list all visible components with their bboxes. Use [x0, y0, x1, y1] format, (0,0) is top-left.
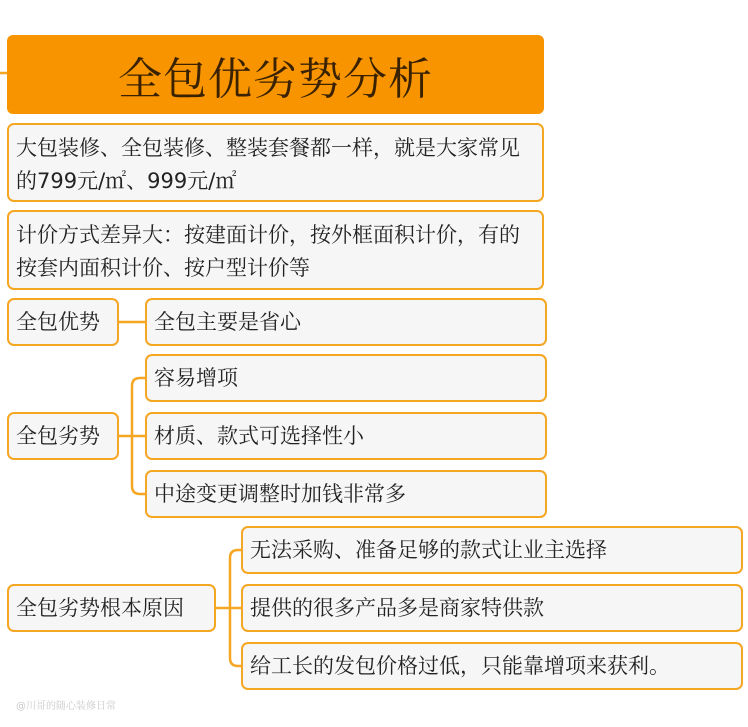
- root-cause-item-text: 无法采购、准备足够的款式让业主选择: [250, 537, 607, 562]
- disadvantage-item: [145, 470, 547, 518]
- root-cause-item-text: 给工长的发包价格过低，只能靠增项来获利。: [250, 653, 670, 678]
- node-root-cause-label: 全包劣势根本原因: [16, 595, 184, 620]
- disadvantage-item-text: 中途变更调整时加钱非常多: [154, 481, 406, 506]
- node-root-cause: [7, 584, 216, 632]
- disadvantage-item-text: 容易增项: [154, 365, 238, 390]
- node-advantage: [7, 298, 119, 346]
- disadvantage-item-text: 材质、款式可选择性小: [154, 423, 364, 448]
- watermark: @川哥的随心装修日常: [16, 701, 116, 712]
- node-advantage-label: 全包优势: [16, 309, 100, 334]
- node-disadvantage: [7, 412, 119, 460]
- root-cause-item-text: 提供的很多产品多是商家特供款: [250, 595, 544, 620]
- node-disadvantage-label: 全包劣势: [16, 423, 100, 448]
- note-package-types: [7, 123, 544, 202]
- advantage-item: [145, 298, 547, 346]
- root-cause-item: [241, 642, 743, 690]
- note-pricing-methods: [7, 210, 544, 290]
- root-cause-item: [241, 584, 743, 632]
- disadvantage-item: [145, 412, 547, 460]
- note-pricing-methods-text: 计价方式差异大：按建面计价，按外框面积计价，有的按套内面积计价、按户型计价等: [16, 223, 520, 280]
- note-package-types-text: 大包装修、全包装修、整装套餐都一样，就是大家常见的799元/㎡、999元/㎡: [16, 136, 520, 193]
- page-title: 全包优劣势分析: [7, 35, 544, 114]
- root-cause-item: [241, 526, 743, 574]
- advantage-item-text: 全包主要是省心: [154, 309, 301, 334]
- disadvantage-item: [145, 354, 547, 402]
